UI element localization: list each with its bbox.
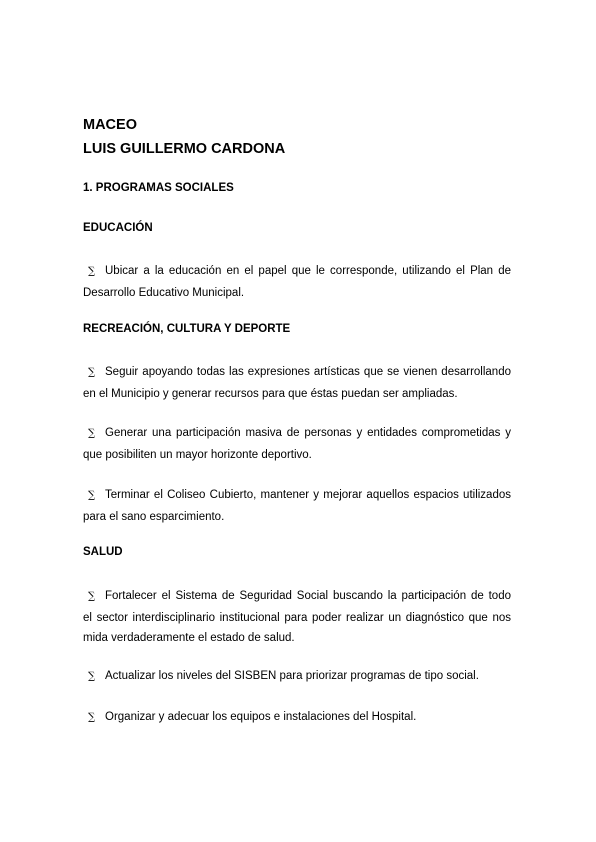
bullet-text-line: para el sano esparcimiento.	[83, 510, 225, 523]
heading-recreacion: RECREACIÓN, CULTURA Y DEPORTE	[83, 323, 291, 335]
bullet-text-line: Seguir apoyando todas las expresiones artísticas que se vienen desarrollando	[105, 366, 511, 378]
bullet-text-line: Actualizar los niveles del SISBEN para priorizar programas de tipo social.	[105, 670, 479, 682]
bullet-item-recreacion-1	[83, 362, 511, 404]
document-title-line2: LUIS GUILLERMO CARDONA	[83, 141, 286, 157]
bullet-item-educacion-1	[83, 261, 511, 303]
bullet-icon: ∑	[88, 367, 96, 378]
bullet-text-line: Generar una participación masiva de personas y entidades comprometidas y	[105, 427, 511, 439]
bullet-item-salud-1	[83, 586, 511, 649]
bullet-text-line: en el Municipio y generar recursos para que éstas puedan ser ampliadas.	[83, 387, 458, 400]
bullet-icon: ∑	[88, 428, 96, 439]
bullet-text-line: mida verdaderamente el estado de salud.	[83, 632, 295, 644]
bullet-item-recreacion-2	[83, 423, 511, 465]
bullet-text-line: Terminar el Coliseo Cubierto, mantener y mejorar aquellos espacios utilizados	[105, 489, 511, 501]
bullet-icon: ∑	[88, 490, 96, 501]
bullet-icon: ∑	[88, 266, 96, 277]
bullet-text-line: Fortalecer el Sistema de Seguridad Social buscando la participación de todo	[105, 590, 511, 602]
bullet-item-recreacion-3	[83, 485, 511, 527]
bullet-text-line: Ubicar a la educación en el papel que le corresponde, utilizando el Plan de	[105, 265, 511, 277]
bullet-item-salud-3	[83, 707, 511, 729]
bullet-item-salud-2	[83, 666, 511, 688]
bullet-text-line: el sector interdisciplinario institucional para poder realizar un diagnóstico que nos	[83, 611, 511, 624]
bullet-icon: ∑	[88, 712, 96, 723]
document-title-line1: MACEO	[83, 117, 137, 133]
bullet-icon: ∑	[88, 671, 96, 682]
section-title: 1. PROGRAMAS SOCIALES	[83, 182, 234, 194]
bullet-text-line: Organizar y adecuar los equipos e instalaciones del Hospital.	[105, 711, 417, 723]
bullet-text-line: Desarrollo Educativo Municipal.	[83, 286, 245, 299]
bullet-icon: ∑	[88, 591, 96, 602]
heading-educacion: EDUCACIÓN	[83, 222, 153, 234]
heading-salud: SALUD	[83, 546, 123, 558]
bullet-text-line: que posibiliten un mayor horizonte deportivo.	[83, 448, 312, 461]
